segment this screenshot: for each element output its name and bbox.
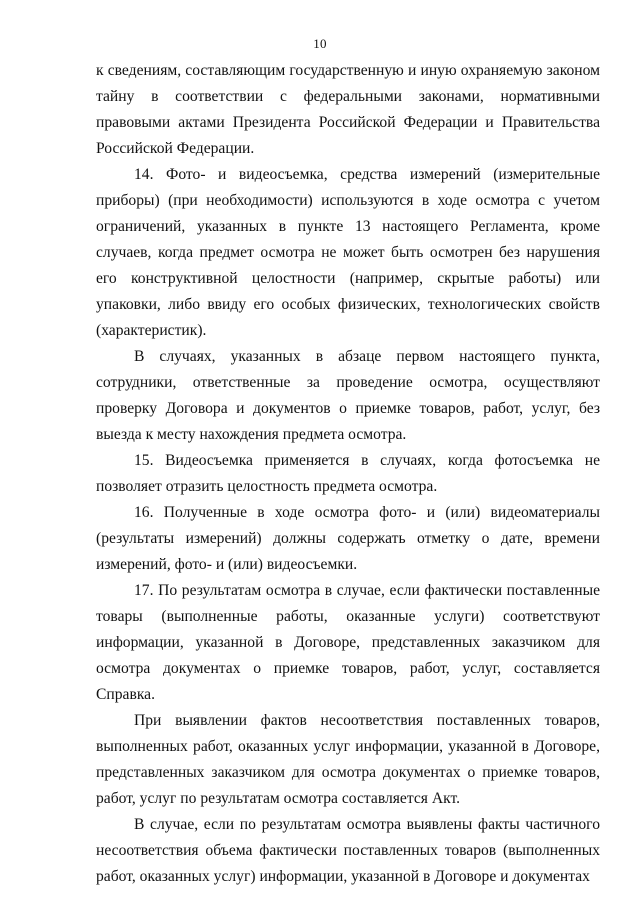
document-body [96, 58, 600, 890]
paragraph-item-14-remote-check: В случаях, указанных в абзаце первом настоящего пункта, сотрудники, ответственные за проведение осмотра, осуществляют проверку Договора и документов о приемке товаров, работ, услуг, без выезда к месту нахождения предмета осмотра. [96, 348, 600, 443]
page-number: 10 [313, 36, 327, 51]
paragraph-item-16: 16. Полученные в ходе осмотра фото- и (или) видеоматериалы (результаты измерений) должны содержать отметку о дате, времени измерений, фото- и (или) видеосъемки. [96, 504, 600, 573]
paragraph-item-14: 14. Фото- и видеосъемка, средства измерений (измерительные приборы) (при необходимости) используются в ходе осмотра с учетом ограничений, указанных в пункте 13 настоящего Регламента, кроме случаев, когда предмет осмотра не может быть осмотрен без нарушения его конструктивной целостности (например, скрытые работы) или упаковки, либо ввиду его особых физических, технологических свойств (характеристик). [96, 166, 600, 339]
paragraph-continuation: к сведениям, составляющим государственную и иную охраняемую законом тайну в соответствии с федеральными законами, нормативными правовыми актами Президента Российской Федерации и Правительства Российской Федерации. [96, 62, 600, 157]
paragraph-item-17-act: При выявлении фактов несоответствия поставленных товаров, выполненных работ, оказанных услуг информации, указанной в Договоре, представленных заказчиком для осмотра документах о приемке товаров, работ, услуг по результатам осмотра составляется Акт. [96, 712, 600, 807]
paragraph-item-17: 17. По результатам осмотра в случае, если фактически поставленные товары (выполненные работы, оказанные услуги) соответствуют информации, указанной в Договоре, представленных заказчиком для осмотра документах о приемке товаров, работ, услуг, составляется Справка. [96, 582, 600, 703]
paragraph-item-15: 15. Видеосъемка применяется в случаях, когда фотосъемка не позволяет отразить целостность предмета осмотра. [96, 452, 600, 495]
paragraph-item-17-partial: В случае, если по результатам осмотра выявлены факты частичного несоответствия объема фактически поставленных товаров (выполненных работ, оказанных услуг) информации, указанной в Договоре и документах [96, 816, 600, 885]
